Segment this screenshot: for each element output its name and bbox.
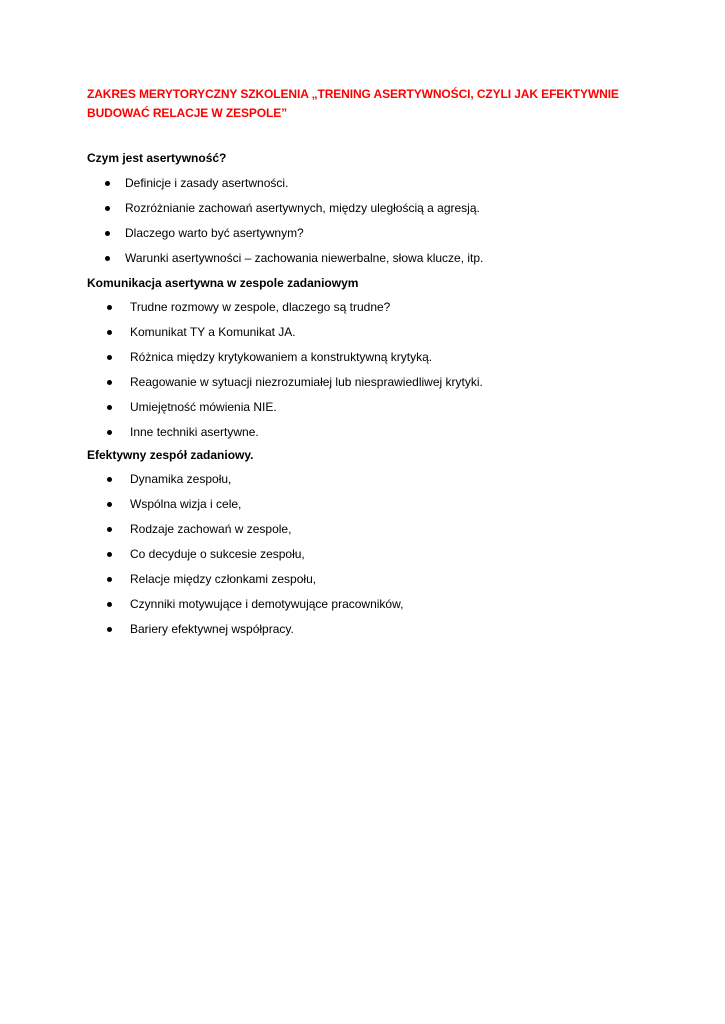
list-item-text: Różnica między krytykowaniem a konstruktywną krytyką. bbox=[130, 350, 433, 364]
bullet-icon bbox=[107, 552, 112, 557]
list-item-text: Komunikat TY a Komunikat JA. bbox=[130, 325, 296, 339]
list-item-text: Dlaczego warto być asertywnym? bbox=[125, 226, 304, 240]
bullet-icon bbox=[107, 305, 112, 310]
list-item-text: Rozróżnianie zachowań asertywnych, między uległością a agresją. bbox=[125, 201, 480, 215]
bullet-icon bbox=[105, 181, 110, 186]
bullet-icon bbox=[107, 405, 112, 410]
list-item-text: Rodzaje zachowań w zespole, bbox=[130, 522, 292, 536]
list-item-text: Dynamika zespołu, bbox=[130, 472, 232, 486]
list-item-text: Reagowanie w sytuacji niezrozumiałej lub niesprawiedliwej krytyki. bbox=[130, 375, 483, 389]
list-item-text: Umiejętność mówienia NIE. bbox=[130, 400, 277, 414]
list-item-text: Wspólna wizja i cele, bbox=[130, 497, 242, 511]
bullet-icon bbox=[107, 330, 112, 335]
list-item-text: Bariery efektywnej współpracy. bbox=[130, 622, 294, 636]
bullet-icon bbox=[107, 527, 112, 532]
list-item-text: Inne techniki asertywne. bbox=[130, 425, 259, 439]
bullet-icon bbox=[107, 430, 112, 435]
bullet-icon bbox=[107, 502, 112, 507]
bullet-icon bbox=[105, 256, 110, 261]
section-heading-asertywnosc: Czym jest asertywność? bbox=[87, 151, 227, 165]
list-item-text: Relacje między członkami zespołu, bbox=[130, 572, 317, 586]
bullet-icon bbox=[107, 355, 112, 360]
bullet-icon bbox=[105, 231, 110, 236]
list-item-text: Trudne rozmowy w zespole, dlaczego są trudne? bbox=[130, 300, 391, 314]
bullet-icon bbox=[107, 627, 112, 632]
bullet-icon bbox=[107, 380, 112, 385]
bullet-icon bbox=[107, 602, 112, 607]
bullet-icon bbox=[107, 477, 112, 482]
document-title: ZAKRES MERYTORYCZNY SZKOLENIA „TRENING ASERTYWNOŚCI, CZYLI JAK EFEKTYWNIE BUDOWAĆ RELACJE W ZESPOLE” bbox=[87, 87, 619, 120]
list-item-text: Warunki asertywności – zachowania niewerbalne, słowa klucze, itp. bbox=[125, 251, 484, 265]
section-heading-komunikacja: Komunikacja asertywna w zespole zadaniowym bbox=[87, 276, 359, 290]
section-heading-zespol: Efektywny zespół zadaniowy. bbox=[87, 448, 254, 462]
bullet-icon bbox=[105, 206, 110, 211]
list-item-text: Czynniki motywujące i demotywujące pracowników, bbox=[130, 597, 404, 611]
list-item-text: Co decyduje o sukcesie zespołu, bbox=[130, 547, 305, 561]
list-item-text: Definicje i zasady asertwności. bbox=[125, 176, 289, 190]
bullet-icon bbox=[107, 577, 112, 582]
